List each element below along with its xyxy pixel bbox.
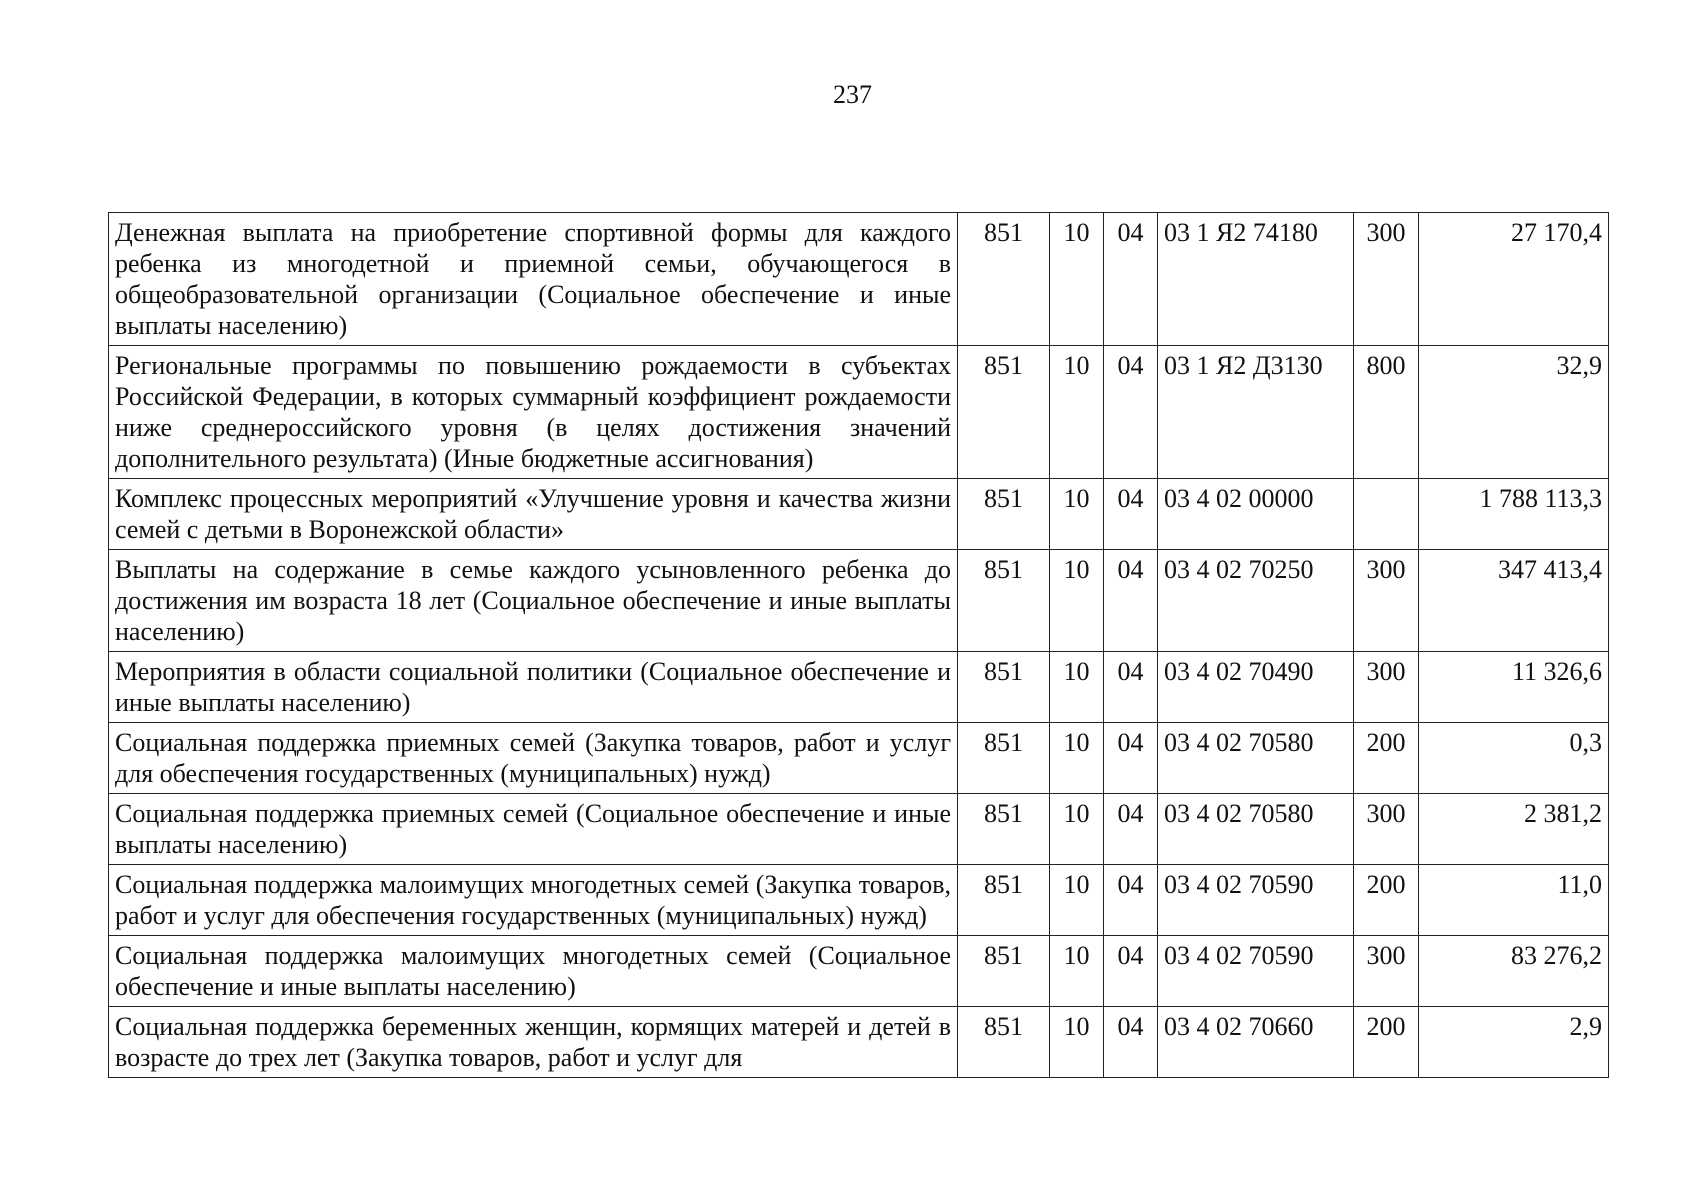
row-expense-type-code: 200 [1354,865,1419,936]
row-description: Социальная поддержка малоимущих многодетных семей (Социальное обеспечение и иные выплаты населению) [109,936,958,1007]
table-row [109,936,1609,1007]
row-section-code: 10 [1050,723,1104,794]
row-expense-type-code: 300 [1354,652,1419,723]
row-grbs-code: 851 [958,723,1050,794]
row-subsection-code: 04 [1104,479,1158,550]
row-subsection-code: 04 [1104,1007,1158,1078]
row-section-code: 10 [1050,652,1104,723]
row-subsection-code: 04 [1104,652,1158,723]
row-expense-type-code: 200 [1354,723,1419,794]
row-amount: 27 170,4 [1419,213,1609,346]
row-target-article-code: 03 4 02 70660 [1158,1007,1354,1078]
row-section-code: 10 [1050,865,1104,936]
row-description: Региональные программы по повышению рождаемости в субъектах Российской Федерации, в которых суммарный коэффициент рождаемости ниже среднероссийского уровня (в целях достижения значений дополнительного результата) (Иные бюджетные ассигнования) [109,346,958,479]
row-expense-type-code: 300 [1354,550,1419,652]
row-expense-type-code: 300 [1354,213,1419,346]
row-subsection-code: 04 [1104,794,1158,865]
row-target-article-code: 03 4 02 70580 [1158,794,1354,865]
row-section-code: 10 [1050,550,1104,652]
page-number: 237 [833,80,872,109]
table-row [109,550,1609,652]
row-target-article-code: 03 4 02 70590 [1158,865,1354,936]
row-section-code: 10 [1050,213,1104,346]
row-subsection-code: 04 [1104,213,1158,346]
row-grbs-code: 851 [958,936,1050,1007]
row-expense-type-code: 800 [1354,346,1419,479]
row-subsection-code: 04 [1104,346,1158,479]
row-grbs-code: 851 [958,213,1050,346]
row-grbs-code: 851 [958,652,1050,723]
table-row [109,865,1609,936]
row-grbs-code: 851 [958,1007,1050,1078]
row-subsection-code: 04 [1104,550,1158,652]
row-section-code: 10 [1050,479,1104,550]
row-target-article-code: 03 4 02 70250 [1158,550,1354,652]
row-expense-type-code: 300 [1354,936,1419,1007]
row-description: Комплекс процессных мероприятий «Улучшение уровня и качества жизни семей с детьми в Воронежской области» [109,479,958,550]
table-row [109,1007,1609,1078]
row-target-article-code: 03 4 02 70490 [1158,652,1354,723]
row-description: Денежная выплата на приобретение спортивной формы для каждого ребенка из многодетной и приемной семьи, обучающегося в общеобразовательной организации (Социальное обеспечение и иные выплаты населению) [109,213,958,346]
row-section-code: 10 [1050,346,1104,479]
row-grbs-code: 851 [958,550,1050,652]
table-row [109,346,1609,479]
row-amount: 11,0 [1419,865,1609,936]
row-amount: 32,9 [1419,346,1609,479]
budget-table [108,212,1609,1078]
row-section-code: 10 [1050,936,1104,1007]
row-description: Социальная поддержка приемных семей (Социальное обеспечение и иные выплаты населению) [109,794,958,865]
row-amount: 2 381,2 [1419,794,1609,865]
row-grbs-code: 851 [958,479,1050,550]
row-description: Социальная поддержка малоимущих многодетных семей (Закупка товаров, работ и услуг для обеспечения государственных (муниципальных) нужд) [109,865,958,936]
table-row [109,213,1609,346]
row-subsection-code: 04 [1104,865,1158,936]
row-target-article-code: 03 4 02 70580 [1158,723,1354,794]
row-amount: 83 276,2 [1419,936,1609,1007]
row-target-article-code: 03 4 02 70590 [1158,936,1354,1007]
row-description: Выплаты на содержание в семье каждого усыновленного ребенка до достижения им возраста 18 лет (Социальное обеспечение и иные выплаты населению) [109,550,958,652]
row-section-code: 10 [1050,1007,1104,1078]
row-amount: 347 413,4 [1419,550,1609,652]
row-grbs-code: 851 [958,346,1050,479]
row-expense-type-code: 300 [1354,794,1419,865]
row-expense-type-code [1354,479,1419,550]
row-expense-type-code: 200 [1354,1007,1419,1078]
row-amount: 2,9 [1419,1007,1609,1078]
row-amount: 0,3 [1419,723,1609,794]
row-description: Мероприятия в области социальной политики (Социальное обеспечение и иные выплаты населению) [109,652,958,723]
table-row [109,723,1609,794]
table-body [109,213,1609,1078]
row-subsection-code: 04 [1104,936,1158,1007]
table-row [109,794,1609,865]
row-target-article-code: 03 1 Я2 Д3130 [1158,346,1354,479]
row-target-article-code: 03 1 Я2 74180 [1158,213,1354,346]
row-description: Социальная поддержка беременных женщин, кормящих матерей и детей в возрасте до трех лет (Закупка товаров, работ и услуг для [109,1007,958,1078]
row-amount: 1 788 113,3 [1419,479,1609,550]
row-subsection-code: 04 [1104,723,1158,794]
row-section-code: 10 [1050,794,1104,865]
table-row [109,652,1609,723]
table-row [109,479,1609,550]
row-grbs-code: 851 [958,794,1050,865]
row-amount: 11 326,6 [1419,652,1609,723]
row-description: Социальная поддержка приемных семей (Закупка товаров, работ и услуг для обеспечения государственных (муниципальных) нужд) [109,723,958,794]
row-target-article-code: 03 4 02 00000 [1158,479,1354,550]
row-grbs-code: 851 [958,865,1050,936]
